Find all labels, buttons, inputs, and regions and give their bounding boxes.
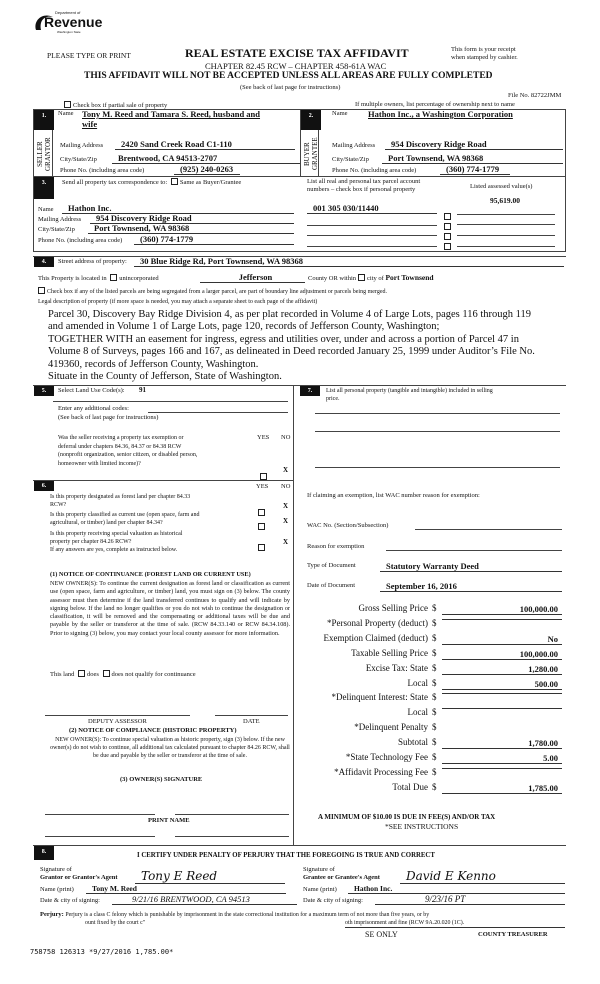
dollar-sign: $: [432, 603, 437, 613]
amount-value[interactable]: [442, 708, 562, 709]
seller-city-label: City/State/Zip: [60, 156, 97, 163]
amount-value[interactable]: 5.00: [442, 753, 562, 764]
historic-question: [50, 530, 182, 554]
legal-line: and amended in Volume 1 of Large Lots, page 120, records of Jefferson County, Washington;: [48, 321, 440, 333]
section-5-number: 5.: [34, 386, 54, 396]
divider: [33, 480, 293, 481]
street-address[interactable]: 30 Blue Ridge Rd, Port Townsend, WA 98368: [134, 256, 564, 267]
reason-label: Reason for exemption: [307, 543, 365, 550]
sec3-name-label: Name: [38, 206, 54, 213]
grantor-agent-label: Grantor or Grantor's Agent: [40, 874, 118, 881]
amount-value[interactable]: [442, 768, 562, 769]
amount-value[interactable]: 1,780.00: [442, 738, 562, 749]
dollar-sign: $: [432, 647, 437, 658]
seller-side-2: GRANTOR: [44, 137, 52, 171]
divider: [45, 715, 190, 716]
divider: [315, 413, 560, 414]
current-use-question: [50, 511, 199, 527]
sec3-mail-label: Mailing Address: [38, 216, 82, 223]
legal-label: Legal description of property (if more space is needed, you may attach a separate sheet to each page of the affidavit): [38, 299, 318, 305]
personal-property-label: [326, 387, 493, 403]
divider: [457, 224, 555, 225]
segregated-label: Check box if any of the listed parcels are being segregated from a larger parcel, are part of boundary line adjustment or parcels being merged.: [47, 289, 387, 295]
see-instructions: *SEE INSTRUCTIONS: [385, 822, 459, 831]
grantee-agent-label: Grantee or Grantee's Agent: [303, 874, 380, 881]
this-land-label: This land: [50, 671, 75, 678]
grantee-print-name[interactable]: Hathon Inc.: [348, 885, 565, 894]
dollar-sign: $: [432, 662, 437, 673]
logo-dept: Department of: [55, 10, 81, 15]
buyer-city[interactable]: Port Townsend, WA 98368: [382, 153, 563, 164]
land-use-label: Select Land Use Code(s):: [58, 387, 125, 394]
does-not-checkbox[interactable]: [103, 670, 110, 677]
buyer-side-label: [303, 132, 319, 176]
partial-sale-label: Check box if partial sale of property: [73, 102, 168, 109]
seller-phone-label: Phone No. (including area code): [60, 167, 145, 174]
exemption-label: If claiming an exemption, list WAC number reason for exemption:: [307, 492, 480, 499]
dollar-sign: $: [432, 737, 437, 748]
amount-label: Exemption Claimed (deduct): [323, 632, 428, 643]
question-line: Was the seller receiving a property tax exemption or: [58, 435, 184, 441]
see-back-label: (See back of last page for instructions): [58, 414, 159, 421]
amount-label: *State Technology Fee: [345, 752, 428, 762]
does-label: does: [87, 671, 99, 678]
print-name-label: PRINT NAME: [148, 817, 190, 824]
date-label: DATE: [243, 718, 260, 725]
receipt-note: This form is your receipt: [451, 46, 516, 53]
seller-mail-label: Mailing Address: [60, 142, 104, 149]
amount-value[interactable]: 100,000.00: [442, 604, 562, 615]
exemption-yes-checkbox[interactable]: [258, 466, 269, 484]
amount-value[interactable]: [442, 693, 562, 694]
grantor-date-label: Date & city of signing:: [40, 897, 100, 904]
legal-line: Parcel 30, Discovery Bay Ridge Division 4, as per plat recorded in Volume 4 of Large Lots, pages 116 through 119: [48, 309, 531, 320]
divider: [45, 814, 155, 815]
divider: [33, 845, 566, 846]
divider: [315, 467, 560, 468]
doc-date-label: Date of Document: [307, 582, 356, 589]
unincorporated-checkbox[interactable]: [110, 274, 117, 281]
buyer-city-label: City/State/Zip: [332, 156, 369, 163]
city-name: Port Townsend: [385, 273, 434, 282]
personal-line: price.: [326, 396, 340, 402]
forest-question: [50, 493, 190, 509]
amount-label: *Affidavit Processing Fee: [334, 766, 428, 777]
divider: [415, 529, 562, 530]
divider: [45, 836, 155, 837]
certify-statement: I CERTIFY UNDER PENALTY OF PERJURY THAT THE FOREGOING IS TRUE AND CORRECT: [137, 852, 435, 859]
divider: [148, 412, 288, 413]
does-checkbox[interactable]: [78, 670, 85, 677]
please-type: PLEASE TYPE OR PRINT: [47, 51, 131, 60]
dollar-sign: $: [432, 692, 437, 703]
amount-value[interactable]: 500.00: [442, 679, 562, 690]
revenue-logo: [33, 10, 103, 36]
section-3-number: 3.: [34, 177, 54, 199]
seller-side-label: [36, 132, 52, 176]
cashier-stamp: 758758 126313 *9/27/2016 1,785.00*: [30, 948, 174, 956]
divider: [457, 214, 555, 215]
grantor-date-city[interactable]: 9/21/16 BRENTWOOD, CA 94513: [112, 895, 297, 905]
grantee-name-label: Name (print): [303, 886, 337, 893]
continuance-line: [50, 670, 196, 678]
grantor-sig-label: Signature of: [40, 866, 72, 873]
dollar-sign: $: [432, 632, 437, 643]
grantee-sig-label: Signature of: [303, 866, 335, 873]
segregated-checkbox[interactable]: [36, 287, 387, 296]
amount-label: Taxable Selling Price: [351, 647, 428, 658]
current-use-yes-checkbox[interactable]: [256, 516, 267, 534]
seller-mailing-address[interactable]: 2420 Sand Creek Road C1-110: [115, 139, 295, 150]
grantee-date-city[interactable]: 9/23/16 PT: [375, 895, 565, 905]
seller-city[interactable]: Brentwood, CA 94513-2707: [112, 153, 300, 164]
wac-label: WAC No. (Section/Subsection): [307, 522, 389, 529]
buyer-mail-label: Mailing Address: [332, 142, 376, 149]
divider: [33, 176, 566, 177]
seller-name[interactable]: Tony M. Reed and Tamara S. Reed, husband and: [82, 109, 261, 119]
legal-line: 419360, records of Jefferson County, Washington.: [48, 358, 259, 370]
divider: [386, 550, 562, 551]
parcel-number[interactable]: 001 305 030/11440: [307, 204, 437, 214]
perjury-label: Perjury:: [40, 911, 64, 918]
amount-value[interactable]: 1,785.00: [442, 783, 562, 794]
section-1-number: 1.: [34, 110, 54, 130]
divider: [53, 401, 288, 402]
minimum-notice: A MINIMUM OF $10.00 IS DUE IN FEE(S) AND/OR TAX: [318, 813, 496, 821]
yes-header: YES: [256, 483, 269, 490]
form-title: REAL ESTATE EXCISE TAX AFFIDAVIT: [185, 46, 409, 60]
tax-city[interactable]: Port Townsend, WA 98368: [88, 224, 294, 234]
use-only-label: SE ONLY: [365, 930, 398, 939]
buyer-name-label: Name: [332, 110, 348, 117]
receipt-note-2: when stamped by cashier.: [451, 54, 518, 61]
deputy-assessor-label: DEPUTY ASSESSOR: [88, 718, 147, 725]
location-line: [38, 274, 159, 282]
document-type[interactable]: Statutory Warranty Deed: [380, 561, 562, 572]
tax-correspondence-label: [62, 178, 241, 186]
file-number: File No. 82722JMM: [508, 92, 562, 99]
historic-no-answer[interactable]: X: [283, 538, 289, 546]
see-back-note: (See back of last page for instructions): [240, 84, 341, 91]
legal-line: Volume 8 of Surveys, pages 166 and 167, as delineated in Deed recorded January 25, 1999 under Auditor’s File No.: [48, 346, 535, 358]
tax-name[interactable]: Hathon Inc.: [62, 204, 294, 214]
seller-name-2[interactable]: wife: [82, 119, 98, 129]
buyer-side-2: GRANTEE: [311, 137, 319, 171]
divider: [215, 715, 288, 716]
notice-compliance-text: NEW OWNER(S): To continue special valuation as historic property, sign (3) below. If the new owner(s) do not wish to continue, all additional tax calculated pursuant to chapter 84.26 RCW, shall be due and payable by the seller or transferor at the time of sale.: [50, 737, 290, 759]
county-or-label: County OR within: [308, 275, 357, 282]
question-line: agricultural, or timber) land per chapter 84.34?: [50, 520, 163, 526]
personal-line: List all personal property (tangible and intangible) included in selling: [326, 388, 493, 394]
perjury-notice-2: ount fixed by the court c": [85, 920, 146, 926]
divider: [315, 431, 560, 432]
amount-label: *Delinquent Penalty: [354, 722, 428, 733]
divider: [457, 246, 555, 247]
amount-label: *Delinquent Interest: State: [331, 692, 428, 703]
multiple-owners-note: If multiple owners, list percentage of ownership next to name: [355, 101, 515, 108]
city-of-label: city of: [367, 275, 384, 282]
question-line: deferral under chapters 84.36, 84.37 or 84.38 RCW: [58, 443, 182, 450]
perjury-text: Perjury is a class C felony which is punishable by imprisonment in the state correctional institution for a maximum term of not more than five years, or by: [65, 912, 430, 918]
buyer-name[interactable]: Hathon Inc., a Washington Corporation: [368, 109, 513, 119]
send-label: Send all property tax correspondence to:: [62, 179, 168, 186]
doc-type-label: Type of Document: [307, 562, 356, 569]
amount-value[interactable]: [442, 619, 562, 620]
legal-description: [48, 309, 578, 383]
tax-phone[interactable]: (360) 774-1779: [134, 235, 294, 245]
same-as-buyer-checkbox[interactable]: [171, 178, 178, 185]
amount-value[interactable]: 100,000.00: [442, 649, 562, 660]
dollar-sign: $: [432, 781, 437, 792]
amount-label: Local: [407, 707, 428, 718]
legal-line: TOGETHER WITH an easement for ingress, egress and utilities over, under and across a portion of Parcel 47 in: [48, 333, 519, 345]
section-8-number: 8.: [34, 846, 54, 860]
logo-name: Revenue: [44, 14, 103, 30]
seller-side-1: SELLER: [36, 141, 44, 167]
tax-mailing-address[interactable]: 954 Discovery Ridge Road: [90, 214, 294, 224]
buyer-phone[interactable]: (360) 774-1779: [440, 165, 510, 175]
divider: [307, 246, 437, 247]
assessed-value: 95,619.00: [490, 196, 520, 205]
question-line: property per chapter 84.26 RCW?: [50, 539, 132, 545]
does-not-label: does not qualify for continuance: [111, 671, 196, 678]
amount-value[interactable]: 1,280.00: [442, 664, 562, 675]
question-line: Is this property classified as current use (open space, farm and: [50, 512, 200, 518]
city-line: [308, 274, 434, 283]
amount-label: Subtotal: [397, 737, 428, 748]
document-date[interactable]: September 16, 2016: [380, 581, 562, 592]
amount-label: Total Due: [392, 781, 428, 792]
historic-yes-checkbox[interactable]: [256, 537, 267, 555]
dollar-sign: $: [432, 722, 437, 733]
current-use-no-answer[interactable]: X: [283, 517, 289, 525]
grantee-signature[interactable]: David E Kenno: [400, 869, 565, 884]
amount-value[interactable]: No: [442, 634, 562, 645]
grantor-print-name[interactable]: Tony M. Reed: [86, 885, 286, 894]
land-use-code[interactable]: 91: [139, 386, 146, 394]
amount-label: Excise Tax: State: [365, 662, 428, 673]
seller-phone[interactable]: (925) 240-0263: [174, 165, 240, 175]
amount-label: Local: [407, 677, 428, 688]
sec3-city-label: City/State/Zip: [38, 226, 75, 233]
perjury-notice: [40, 911, 429, 919]
exemption-question: [58, 434, 197, 468]
section-4-number: 4.: [34, 257, 54, 267]
dollar-sign: $: [432, 677, 437, 688]
sec3-phone-label: Phone No. (including area code): [38, 237, 123, 244]
question-line: (nonprofit organization, senior citizen, or disabled person,: [58, 452, 198, 458]
perjury-notice-3: oth imprisonment and fine (RCW 9A.20.020 (1C).: [345, 920, 565, 928]
section-6-number: 6.: [34, 481, 54, 491]
divider: [307, 225, 437, 226]
located-label: This Property is located in: [38, 275, 107, 282]
grantee-date-label: Date & city of signing:: [303, 897, 363, 904]
question-line: RCW?: [50, 502, 67, 508]
divider: [175, 814, 289, 815]
buyer-side-1: BUYER: [303, 142, 311, 166]
amount-label: Gross Selling Price: [358, 603, 428, 613]
county-treasurer-label: COUNTY TREASURER: [478, 931, 548, 938]
divider: [293, 385, 294, 845]
section-2-number: 2.: [301, 110, 321, 130]
no-header: NO: [281, 434, 291, 441]
yes-header: YES: [257, 434, 270, 441]
divider: [307, 235, 437, 236]
no-header: NO: [281, 483, 291, 490]
owner-signature-label: (3) OWNER(S) SIGNATURE: [120, 776, 203, 783]
dollar-sign: $: [432, 617, 437, 628]
divider: [175, 836, 289, 837]
forest-no-answer[interactable]: X: [283, 502, 289, 510]
dollar-sign: $: [432, 707, 437, 718]
city-checkbox[interactable]: [358, 274, 365, 281]
buyer-phone-label: Phone No. (including area code): [332, 167, 417, 174]
assessed-label: Listed assessed value(s): [470, 183, 533, 190]
section-7-number: 7.: [300, 386, 320, 396]
unincorporated-label: unincorporated: [119, 275, 159, 282]
notice-compliance-title: (2) NOTICE OF COMPLIANCE (HISTORIC PROPERTY): [69, 727, 237, 734]
parcel-label: List all real and personal tax parcel account: [307, 178, 421, 185]
buyer-mailing-address[interactable]: 954 Discovery Ridge Road: [385, 139, 563, 150]
seller-name-label: Name: [58, 110, 74, 117]
same-label: Same as Buyer/Grantee: [179, 179, 242, 186]
amount-label: *Personal Property (deduct): [327, 617, 428, 628]
county[interactable]: Jefferson: [200, 272, 305, 283]
question-line: Is this property designated as forest land per chapter 84.33: [50, 494, 191, 500]
notice-continuance-title: (1) NOTICE OF CONTINUANCE (FOREST LAND OR CURRENT USE): [50, 571, 251, 578]
dollar-sign: $: [432, 752, 437, 762]
legal-line: Situate in the County of Jefferson, State of Washington.: [48, 371, 282, 383]
street-label: Street address of property:: [58, 258, 127, 265]
notice-continuance-text: NEW OWNER(S): To continue the current designation as forest land or classification as current use (open space, farm and agriculture, or timber) land, you must sign on (3) below. The county assessor must then determine if the land transferred continues to qualify and will indicate by signing below. If the land no longer qualifies or you do not wish to continue the designation or classification, it will be removed and the compensating or additional taxes will be due and payable by the seller or transferor at the time of sale. (RCW 84.33.140 or RCW 84.34.108). Prior to signing (3) below, you may contact your local county assessor for more information.: [50, 580, 290, 637]
exemption-no-answer[interactable]: X: [283, 466, 289, 474]
divider: [457, 235, 555, 236]
form-chapter: CHAPTER 82.45 RCW – CHAPTER 458-61A WAC: [205, 61, 387, 71]
question-line: homeowner with limited income)?: [58, 460, 141, 467]
grantor-signature[interactable]: Tony E Reed: [135, 869, 285, 884]
logo-state: Washington State: [57, 30, 81, 34]
parcel-label-2: numbers – check box if personal property: [307, 186, 416, 193]
additional-codes-label: Enter any additional codes:: [58, 405, 129, 412]
warning-heading: THIS AFFIDAVIT WILL NOT BE ACCEPTED UNLESS ALL AREAS ARE FULLY COMPLETED: [84, 71, 493, 81]
if-yes-note: If any answers are yes, complete as instructed below.: [50, 547, 178, 553]
question-line: Is this property receiving special valuation as historical: [50, 531, 183, 537]
grantor-name-label: Name (print): [40, 886, 74, 893]
dollar-sign: $: [432, 766, 437, 777]
personal-property-checkbox[interactable]: [442, 236, 453, 254]
